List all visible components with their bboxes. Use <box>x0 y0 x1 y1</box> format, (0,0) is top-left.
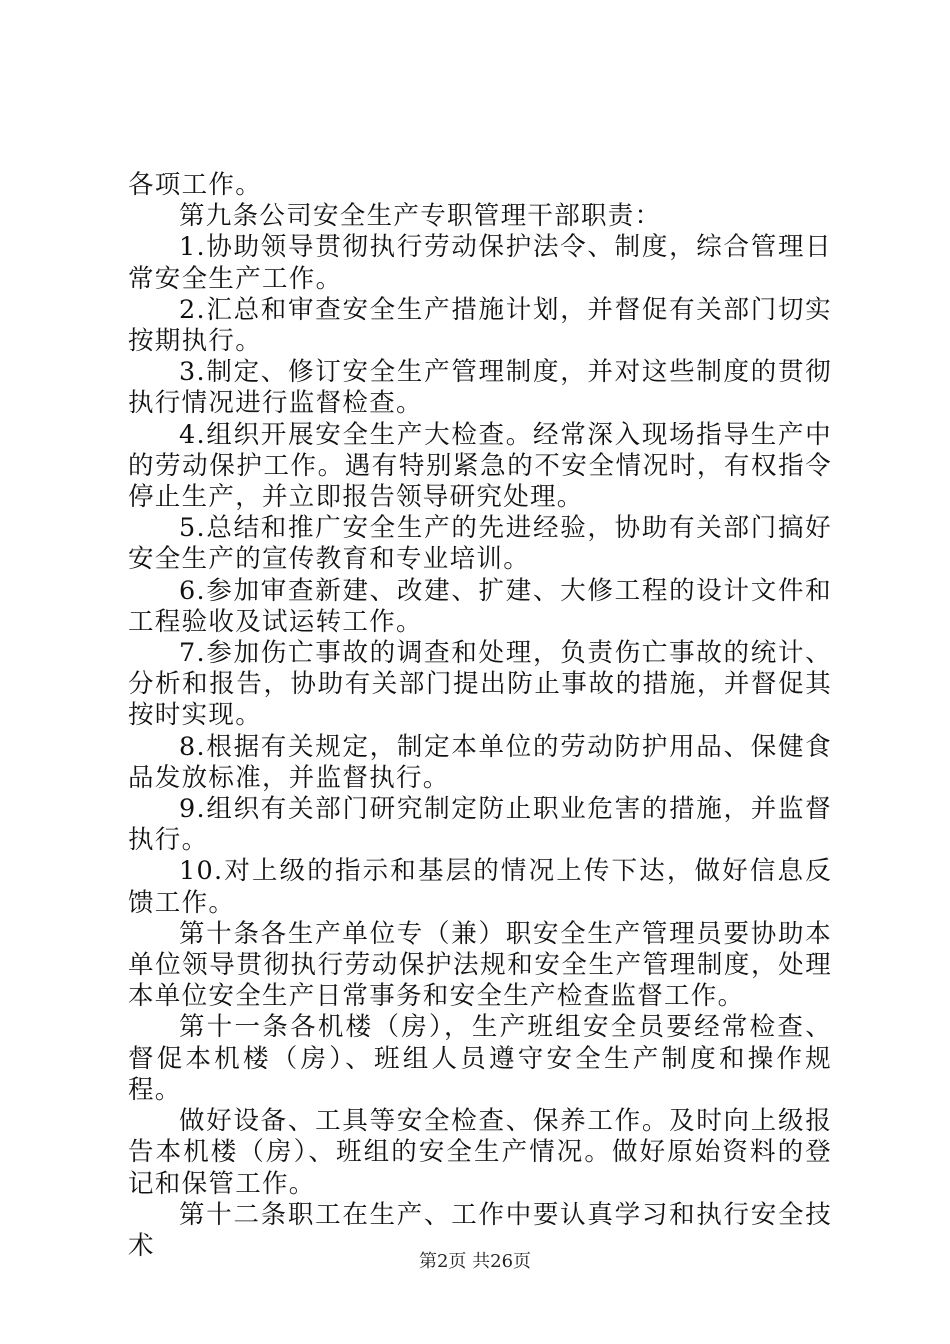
article-12-paragraph: 第十二条职工在生产、工作中要认真学习和执行安全技术 <box>128 1199 832 1261</box>
duty-item-5: 5.总结和推广安全生产的先进经验，协助有关部门搞好安全生产的宣传教育和专业培训。 <box>128 513 832 575</box>
duty-item-4: 4.组织开展安全生产大检查。经常深入现场指导生产中的劳动保护工作。遇有特别紧急的不安全情况时，有权指令停止生产，并立即报告领导研究处理。 <box>128 419 832 513</box>
duty-item-2: 2.汇总和审查安全生产措施计划，并督促有关部门切实按期执行。 <box>128 294 832 357</box>
duty-item-7: 7.参加伤亡事故的调查和处理，负责伤亡事故的统计、分析和报告，协助有关部门提出防止事故的措施，并督促其按时实现。 <box>128 638 832 731</box>
duty-item-10: 10.对上级的指示和基层的情况上传下达，做好信息反馈工作。 <box>128 856 832 918</box>
article-10-paragraph: 第十条各生产单位专（兼）职安全生产管理员要协助本单位领导贯彻执行劳动保护法规和安全生产管理制度，处理本单位安全生产日常事务和安全生产检查监督工作。 <box>128 918 832 1012</box>
duty-item-3: 3.制定、修订安全生产管理制度，并对这些制度的贯彻执行情况进行监督检查。 <box>128 357 832 419</box>
duty-item-6: 6.参加审查新建、改建、扩建、大修工程的设计文件和工程验收及试运转工作。 <box>128 575 832 637</box>
page-number-footer: 第2页 共26页 <box>418 1251 532 1272</box>
duty-item-1: 1.协助领导贯彻执行劳动保护法令、制度，综合管理日常安全生产工作。 <box>128 232 832 294</box>
paragraph-continuation: 各项工作。 <box>128 170 263 200</box>
article-11-continuation: 做好设备、工具等安全检查、保养工作。及时向上级报告本机楼（房）、班组的安全生产情况。做好原始资料的登记和保管工作。 <box>128 1106 832 1199</box>
document-body <box>128 170 832 1262</box>
duty-item-8: 8.根据有关规定，制定本单位的劳动防护用品、保健食品发放标准，并监督执行。 <box>128 731 832 793</box>
duty-item-9: 9.组织有关部门研究制定防止职业危害的措施，并监督执行。 <box>128 794 832 856</box>
article-11-paragraph: 第十一条各机楼（房），生产班组安全员要经常检查、督促本机楼（房）、班组人员遵守安全生产制度和操作规程。 <box>128 1012 832 1105</box>
article-9-heading: 第九条公司安全生产专职管理干部职责： <box>179 201 662 232</box>
